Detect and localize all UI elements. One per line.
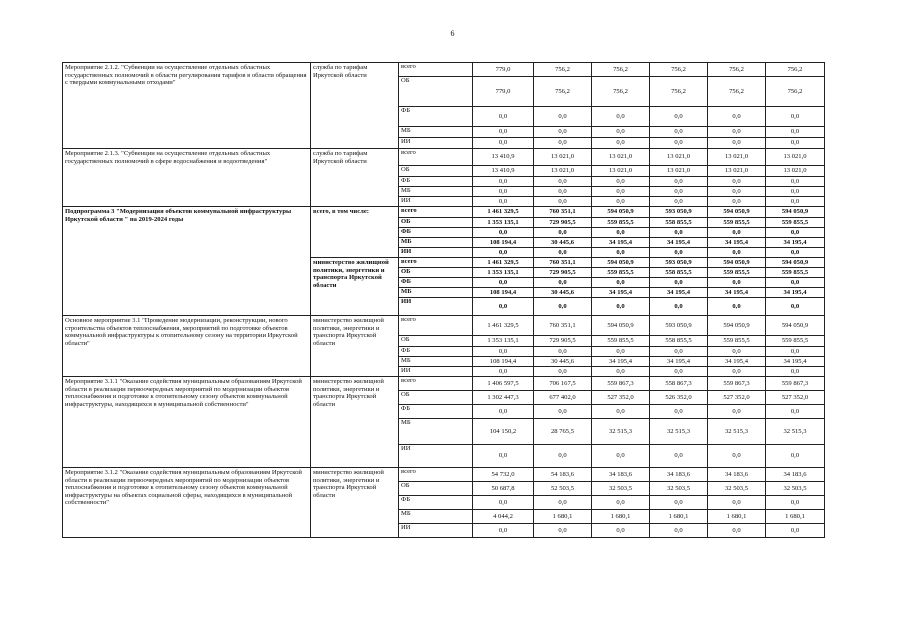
amount-cell: 104 150,2 xyxy=(473,419,534,445)
amount-cell: 0,0 xyxy=(534,197,592,207)
amount-cell: 0,0 xyxy=(708,445,766,468)
amount-cell: 0,0 xyxy=(766,138,825,149)
amount-cell: 526 352,0 xyxy=(650,391,708,405)
funding-source: ИИ xyxy=(399,298,473,316)
amount-cell: 756,2 xyxy=(592,63,650,77)
amount-cell: 0,0 xyxy=(766,347,825,357)
amount-cell: 0,0 xyxy=(473,107,534,127)
amount-cell: 0,0 xyxy=(592,107,650,127)
amount-cell: 0,0 xyxy=(473,177,534,187)
amount-cell: 0,0 xyxy=(473,405,534,419)
amount-cell: 34 195,4 xyxy=(708,238,766,248)
amount-cell: 594 050,9 xyxy=(766,316,825,336)
amount-cell: 1 353 135,1 xyxy=(473,336,534,347)
amount-cell: 34 195,4 xyxy=(708,288,766,298)
amount-cell: 0,0 xyxy=(766,367,825,377)
responsible-executor: служба по тарифам Иркутской области xyxy=(311,63,399,149)
amount-cell: 32 515,3 xyxy=(708,419,766,445)
amount-cell: 0,0 xyxy=(473,228,534,238)
amount-cell: 0,0 xyxy=(592,524,650,538)
amount-cell: 1 680,1 xyxy=(592,510,650,524)
amount-cell: 559 855,5 xyxy=(708,218,766,228)
amount-cell: 13 021,0 xyxy=(766,149,825,166)
amount-cell: 0,0 xyxy=(473,367,534,377)
funding-source: ФБ xyxy=(399,107,473,127)
measure-description: Мероприятие 3.1.1 "Оказание содействия муниципальным образованиям Иркутской области в реализации первоочередных мероприятий по модернизации объектов теплоснабжения и подготовке к отопительному сезону объектов коммунальной инфраструктуры, находящихся в муниципальной собственности" xyxy=(63,377,311,468)
amount-cell: 559 855,5 xyxy=(592,218,650,228)
amount-cell: 558 855,5 xyxy=(650,218,708,228)
amount-cell: 1 680,1 xyxy=(708,510,766,524)
amount-cell: 13 021,0 xyxy=(708,166,766,177)
amount-cell: 558 855,5 xyxy=(650,336,708,347)
amount-cell: 0,0 xyxy=(592,278,650,288)
amount-cell: 52 503,5 xyxy=(534,482,592,496)
amount-cell: 1 302 447,3 xyxy=(473,391,534,405)
amount-cell: 706 167,5 xyxy=(534,377,592,391)
amount-cell: 756,2 xyxy=(708,63,766,77)
amount-cell: 0,0 xyxy=(708,405,766,419)
amount-cell: 0,0 xyxy=(473,248,534,258)
funding-source: ИИ xyxy=(399,367,473,377)
amount-cell: 0,0 xyxy=(592,347,650,357)
amount-cell: 13 021,0 xyxy=(708,149,766,166)
amount-cell: 0,0 xyxy=(708,347,766,357)
funding-source: МБ xyxy=(399,187,473,197)
amount-cell: 558 867,3 xyxy=(650,377,708,391)
amount-cell: 0,0 xyxy=(592,496,650,510)
amount-cell: 34 195,4 xyxy=(650,357,708,367)
amount-cell: 0,0 xyxy=(650,107,708,127)
amount-cell: 0,0 xyxy=(766,524,825,538)
amount-cell: 0,0 xyxy=(473,496,534,510)
table-row xyxy=(63,63,825,77)
funding-source: ФБ xyxy=(399,496,473,510)
amount-cell: 559 855,5 xyxy=(708,268,766,278)
amount-cell: 34 195,4 xyxy=(766,357,825,367)
amount-cell: 13 021,0 xyxy=(650,149,708,166)
funding-source: МБ xyxy=(399,288,473,298)
funding-source: ИИ xyxy=(399,524,473,538)
amount-cell: 0,0 xyxy=(473,127,534,138)
amount-cell: 1 680,1 xyxy=(650,510,708,524)
amount-cell: 0,0 xyxy=(473,197,534,207)
amount-cell: 34 195,4 xyxy=(708,357,766,367)
funding-source: ФБ xyxy=(399,228,473,238)
funding-source: ОБ xyxy=(399,218,473,228)
funding-source: ФБ xyxy=(399,278,473,288)
amount-cell: 0,0 xyxy=(592,445,650,468)
amount-cell: 32 503,5 xyxy=(650,482,708,496)
amount-cell: 0,0 xyxy=(708,127,766,138)
amount-cell: 50 687,8 xyxy=(473,482,534,496)
amount-cell: 0,0 xyxy=(473,445,534,468)
amount-cell: 0,0 xyxy=(708,248,766,258)
amount-cell: 0,0 xyxy=(766,298,825,316)
amount-cell: 1 680,1 xyxy=(766,510,825,524)
amount-cell: 0,0 xyxy=(708,107,766,127)
responsible-executor: министерство жилищной политики, энергетики и транспорта Иркутской области xyxy=(311,377,399,468)
funding-source: всего xyxy=(399,316,473,336)
amount-cell: 0,0 xyxy=(650,187,708,197)
amount-cell: 0,0 xyxy=(650,248,708,258)
amount-cell: 779,0 xyxy=(473,63,534,77)
funding-source: ОБ xyxy=(399,77,473,107)
amount-cell: 760 351,1 xyxy=(534,316,592,336)
amount-cell: 559 867,3 xyxy=(592,377,650,391)
amount-cell: 1 680,1 xyxy=(534,510,592,524)
funding-source: ОБ xyxy=(399,336,473,347)
funding-source: ФБ xyxy=(399,177,473,187)
amount-cell: 0,0 xyxy=(766,187,825,197)
amount-cell: 34 183,6 xyxy=(592,468,650,482)
amount-cell: 0,0 xyxy=(534,138,592,149)
amount-cell: 34 195,4 xyxy=(650,288,708,298)
amount-cell: 108 194,4 xyxy=(473,288,534,298)
amount-cell: 559 855,5 xyxy=(592,336,650,347)
amount-cell: 32 515,3 xyxy=(592,419,650,445)
funding-source: ОБ xyxy=(399,482,473,496)
amount-cell: 1 353 135,1 xyxy=(473,218,534,228)
amount-cell: 0,0 xyxy=(650,405,708,419)
amount-cell: 0,0 xyxy=(708,177,766,187)
amount-cell: 559 855,5 xyxy=(592,268,650,278)
amount-cell: 30 445,6 xyxy=(534,357,592,367)
amount-cell: 0,0 xyxy=(650,138,708,149)
amount-cell: 756,2 xyxy=(650,63,708,77)
amount-cell: 1 461 329,5 xyxy=(473,316,534,336)
amount-cell: 34 183,6 xyxy=(708,468,766,482)
funding-source: ОБ xyxy=(399,391,473,405)
amount-cell: 559 855,5 xyxy=(766,336,825,347)
amount-cell: 594 050,9 xyxy=(592,316,650,336)
amount-cell: 756,2 xyxy=(534,77,592,107)
funding-source: МБ xyxy=(399,510,473,524)
amount-cell: 0,0 xyxy=(708,138,766,149)
amount-cell: 0,0 xyxy=(766,445,825,468)
amount-cell: 13 021,0 xyxy=(592,149,650,166)
amount-cell: 0,0 xyxy=(592,177,650,187)
table-row xyxy=(63,377,825,391)
amount-cell: 0,0 xyxy=(766,177,825,187)
amount-cell: 0,0 xyxy=(534,177,592,187)
amount-cell: 0,0 xyxy=(650,347,708,357)
funding-source: ОБ xyxy=(399,166,473,177)
responsible-executor: министерство жилищной политики, энергетики и транспорта Иркутской области xyxy=(311,258,399,316)
table-row xyxy=(63,149,825,166)
amount-cell: 0,0 xyxy=(708,197,766,207)
amount-cell: 527 352,0 xyxy=(592,391,650,405)
amount-cell: 559 867,3 xyxy=(708,377,766,391)
amount-cell: 729 905,5 xyxy=(534,336,592,347)
amount-cell: 34 195,4 xyxy=(650,238,708,248)
amount-cell: 594 050,9 xyxy=(708,316,766,336)
amount-cell: 0,0 xyxy=(534,405,592,419)
page-number: 6 xyxy=(450,29,455,38)
amount-cell: 0,0 xyxy=(708,496,766,510)
amount-cell: 32 515,3 xyxy=(650,419,708,445)
amount-cell: 0,0 xyxy=(708,524,766,538)
amount-cell: 0,0 xyxy=(708,367,766,377)
amount-cell: 756,2 xyxy=(592,77,650,107)
amount-cell: 559 855,5 xyxy=(766,268,825,278)
funding-source: МБ xyxy=(399,238,473,248)
amount-cell: 30 445,6 xyxy=(534,238,592,248)
amount-cell: 760 351,1 xyxy=(534,258,592,268)
funding-source: ФБ xyxy=(399,405,473,419)
amount-cell: 527 352,0 xyxy=(766,391,825,405)
amount-cell: 34 183,6 xyxy=(650,468,708,482)
funding-source: всего xyxy=(399,468,473,482)
amount-cell: 677 402,0 xyxy=(534,391,592,405)
amount-cell: 0,0 xyxy=(766,496,825,510)
amount-cell: 1 353 135,1 xyxy=(473,268,534,278)
funding-source: всего xyxy=(399,377,473,391)
amount-cell: 594 050,9 xyxy=(766,207,825,218)
funding-source: ИИ xyxy=(399,138,473,149)
amount-cell: 28 765,5 xyxy=(534,419,592,445)
funding-source: ФБ xyxy=(399,347,473,357)
amount-cell: 0,0 xyxy=(534,496,592,510)
amount-cell: 13 410,9 xyxy=(473,166,534,177)
amount-cell: 0,0 xyxy=(592,405,650,419)
amount-cell: 1 461 329,5 xyxy=(473,207,534,218)
amount-cell: 559 855,5 xyxy=(766,218,825,228)
amount-cell: 0,0 xyxy=(534,107,592,127)
amount-cell: 756,2 xyxy=(534,63,592,77)
measure-description: Подпрограмма 3 "Модернизация объектов коммунальной инфраструктуры Иркутской области " на 2019-2024 годы xyxy=(63,207,311,316)
funding-source: МБ xyxy=(399,357,473,367)
amount-cell: 13 021,0 xyxy=(534,149,592,166)
amount-cell: 1 461 329,5 xyxy=(473,258,534,268)
amount-cell: 13 021,0 xyxy=(766,166,825,177)
amount-cell: 0,0 xyxy=(650,496,708,510)
amount-cell: 0,0 xyxy=(766,228,825,238)
amount-cell: 54 732,0 xyxy=(473,468,534,482)
amount-cell: 756,2 xyxy=(766,63,825,77)
amount-cell: 779,0 xyxy=(473,77,534,107)
amount-cell: 559 867,3 xyxy=(766,377,825,391)
amount-cell: 0,0 xyxy=(766,197,825,207)
amount-cell: 0,0 xyxy=(650,524,708,538)
amount-cell: 594 050,9 xyxy=(708,207,766,218)
amount-cell: 0,0 xyxy=(534,367,592,377)
amount-cell: 4 044,2 xyxy=(473,510,534,524)
amount-cell: 0,0 xyxy=(650,177,708,187)
amount-cell: 32 503,5 xyxy=(592,482,650,496)
amount-cell: 30 445,6 xyxy=(534,288,592,298)
amount-cell: 0,0 xyxy=(592,298,650,316)
responsible-executor: служба по тарифам Иркутской области xyxy=(311,149,399,207)
amount-cell: 0,0 xyxy=(708,298,766,316)
funding-source: ИИ xyxy=(399,197,473,207)
amount-cell: 756,2 xyxy=(650,77,708,107)
amount-cell: 0,0 xyxy=(592,127,650,138)
amount-cell: 0,0 xyxy=(708,228,766,238)
responsible-executor: министерство жилищной политики, энергетики и транспорта Иркутской области xyxy=(311,468,399,538)
amount-cell: 756,2 xyxy=(708,77,766,107)
amount-cell: 0,0 xyxy=(534,298,592,316)
amount-cell: 32 503,5 xyxy=(766,482,825,496)
amount-cell: 13 410,9 xyxy=(473,149,534,166)
amount-cell: 593 050,9 xyxy=(650,258,708,268)
responsible-executor: министерство жилищной политики, энергетики и транспорта Иркутской области xyxy=(311,316,399,377)
amount-cell: 0,0 xyxy=(534,228,592,238)
amount-cell: 108 194,4 xyxy=(473,357,534,367)
amount-cell: 0,0 xyxy=(473,347,534,357)
amount-cell: 0,0 xyxy=(650,278,708,288)
amount-cell: 0,0 xyxy=(650,298,708,316)
amount-cell: 0,0 xyxy=(473,298,534,316)
amount-cell: 559 855,5 xyxy=(708,336,766,347)
amount-cell: 756,2 xyxy=(766,77,825,107)
amount-cell: 0,0 xyxy=(592,248,650,258)
amount-cell: 0,0 xyxy=(650,127,708,138)
amount-cell: 0,0 xyxy=(766,127,825,138)
amount-cell: 0,0 xyxy=(592,187,650,197)
amount-cell: 0,0 xyxy=(473,278,534,288)
amount-cell: 729 905,5 xyxy=(534,268,592,278)
measure-description: Мероприятие 2.1.3. "Субвенции на осуществление отдельных областных государственных полномочий в сфере водоснабжения и водоотведения" xyxy=(63,149,311,207)
responsible-executor: всего, в том числе: xyxy=(311,207,399,258)
amount-cell: 13 021,0 xyxy=(592,166,650,177)
amount-cell: 0,0 xyxy=(534,445,592,468)
amount-cell: 34 195,4 xyxy=(592,357,650,367)
amount-cell: 0,0 xyxy=(473,187,534,197)
amount-cell: 0,0 xyxy=(708,278,766,288)
amount-cell: 0,0 xyxy=(650,367,708,377)
amount-cell: 0,0 xyxy=(534,278,592,288)
amount-cell: 0,0 xyxy=(766,405,825,419)
table-body xyxy=(63,63,825,538)
amount-cell: 594 050,9 xyxy=(592,207,650,218)
amount-cell: 0,0 xyxy=(534,127,592,138)
funding-source: МБ xyxy=(399,419,473,445)
amount-cell: 0,0 xyxy=(473,524,534,538)
amount-cell: 13 021,0 xyxy=(650,166,708,177)
funding-source: ИИ xyxy=(399,445,473,468)
amount-cell: 527 352,0 xyxy=(708,391,766,405)
amount-cell: 34 195,4 xyxy=(766,288,825,298)
funding-source: всего xyxy=(399,63,473,77)
amount-cell: 558 855,5 xyxy=(650,268,708,278)
funding-source: всего xyxy=(399,258,473,268)
amount-cell: 0,0 xyxy=(534,187,592,197)
amount-cell: 34 195,4 xyxy=(766,238,825,248)
amount-cell: 0,0 xyxy=(766,278,825,288)
amount-cell: 108 194,4 xyxy=(473,238,534,248)
amount-cell: 0,0 xyxy=(592,228,650,238)
budget-table xyxy=(62,62,825,538)
measure-description: Мероприятие 2.1.2. "Субвенции на осуществление отдельных областных государственных полномочий в области регулирования тарифов в области обращения с твердыми коммунальными отходами" xyxy=(63,63,311,149)
amount-cell: 0,0 xyxy=(766,248,825,258)
table-row xyxy=(63,207,825,218)
amount-cell: 13 021,0 xyxy=(534,166,592,177)
funding-source: всего xyxy=(399,207,473,218)
amount-cell: 0,0 xyxy=(534,248,592,258)
amount-cell: 32 503,5 xyxy=(708,482,766,496)
amount-cell: 0,0 xyxy=(473,138,534,149)
amount-cell: 0,0 xyxy=(766,107,825,127)
funding-source: ОБ xyxy=(399,268,473,278)
amount-cell: 593 050,9 xyxy=(650,207,708,218)
measure-description: Мероприятие 3.1.2 "Оказание содействия муниципальным образованиям Иркутской области в реализации первоочередных мероприятий по модернизации объектов теплоснабжения и подготовке к отопительному сезону объектов коммунальной инфраструктуры на объектах социальной сферы, находящихся в муниципальной собственности" xyxy=(63,468,311,538)
amount-cell: 0,0 xyxy=(650,197,708,207)
amount-cell: 1 406 597,5 xyxy=(473,377,534,391)
amount-cell: 0,0 xyxy=(592,367,650,377)
amount-cell: 729 905,5 xyxy=(534,218,592,228)
amount-cell: 0,0 xyxy=(534,347,592,357)
funding-source: ИИ xyxy=(399,248,473,258)
amount-cell: 34 183,6 xyxy=(766,468,825,482)
amount-cell: 0,0 xyxy=(592,138,650,149)
amount-cell: 594 050,9 xyxy=(592,258,650,268)
amount-cell: 0,0 xyxy=(592,197,650,207)
amount-cell: 0,0 xyxy=(650,445,708,468)
amount-cell: 760 351,1 xyxy=(534,207,592,218)
amount-cell: 0,0 xyxy=(534,524,592,538)
amount-cell: 594 050,9 xyxy=(708,258,766,268)
table-row xyxy=(63,468,825,482)
amount-cell: 0,0 xyxy=(650,228,708,238)
funding-source: всего xyxy=(399,149,473,166)
amount-cell: 54 183,6 xyxy=(534,468,592,482)
amount-cell: 34 195,4 xyxy=(592,288,650,298)
measure-description: Основное мероприятие 3.1 "Проведение модернизации, реконструкции, нового строительства объектов теплоснабжения, мероприятий по подготовке объектов коммунальной инфраструктуры к отопительному сезону на территории Иркутской области" xyxy=(63,316,311,377)
table-row xyxy=(63,316,825,336)
amount-cell: 0,0 xyxy=(708,187,766,197)
amount-cell: 34 195,4 xyxy=(592,238,650,248)
amount-cell: 32 515,3 xyxy=(766,419,825,445)
amount-cell: 593 050,9 xyxy=(650,316,708,336)
funding-source: МБ xyxy=(399,127,473,138)
amount-cell: 594 050,9 xyxy=(766,258,825,268)
